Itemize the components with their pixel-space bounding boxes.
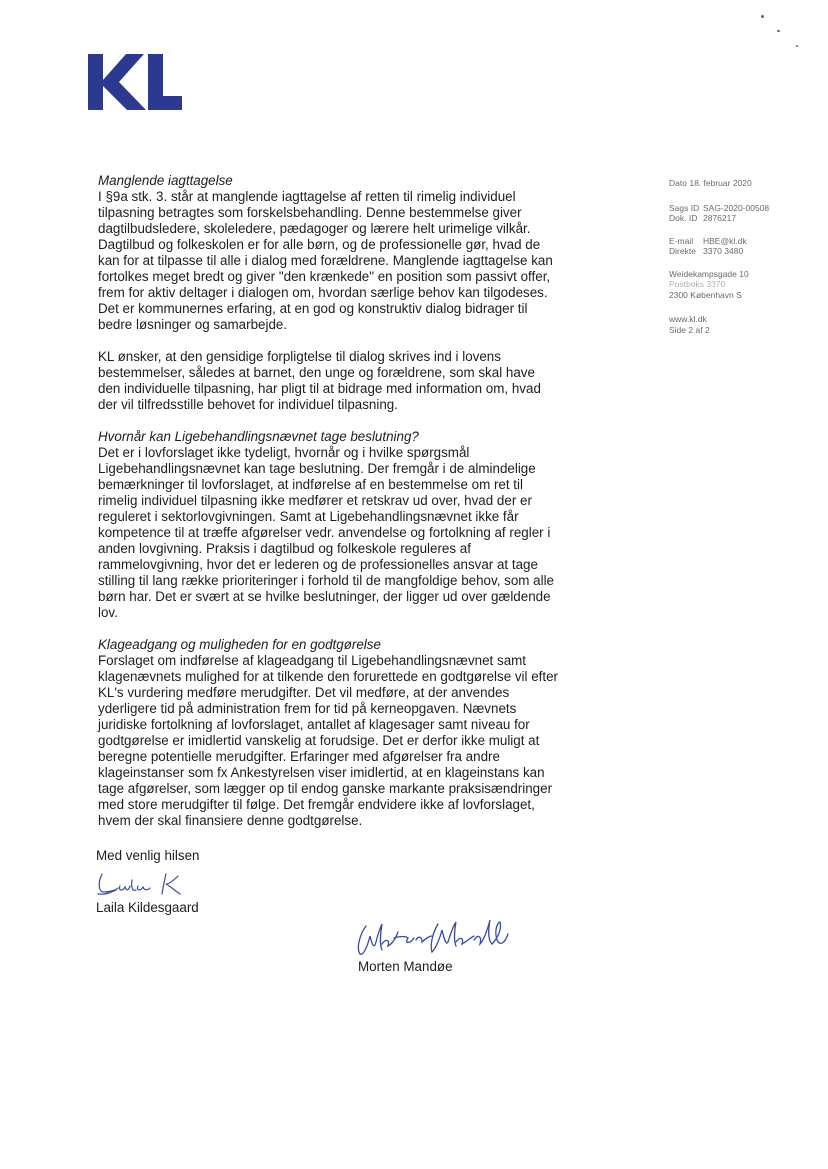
scan-mark [796,45,798,47]
letter-body [98,173,560,829]
section-heading: Manglende iagttagelse [98,173,233,188]
paragraph: I §9a stk. 3. står at manglende iagttagelse af retten til rimelig individuel tilpasning betragtes som forskelsbehandling. Denne bestemmelse giver dagtilbudsledere, skoleledere, pædagoger og lærere helt urimelige vilkår. Dagtilbud og folkeskolen er for alle børn, og de professionelle gør, hvad de kan for at tilpasse til alle i dialog med forældrene. Manglende iagttagelse kan fortolkes meget bredt og giver "den krænkede" en position som passivt offer, frem for aktiv deltager i dialogen om, hvordan særlige behov kan tilgodeses. Det er kommunernes erfaring, at en god og konstruktiv dialog bidrager til bedre løsninger og samarbejde. [98,189,553,332]
page-number: Side 2 af 2 [669,324,710,335]
section-heading: Hvornår kan Ligebehandlingsnævnet tage beslutning? [98,429,419,444]
email-label: E-mail [669,235,694,246]
date-value: 18. februar 2020 [689,178,752,188]
address-line: Weidekampsgade 10 [669,268,749,279]
address-line: 2300 København S [669,289,742,300]
dok-value: 2876217 [703,213,737,223]
dok-label: Dok. ID [669,213,698,223]
signature-morten [352,914,512,958]
kl-logo [88,54,182,110]
sags-value: SAG-2020-00508 [703,202,770,213]
signer1-name: Laila Kildesgaard [96,900,199,915]
paragraph: Forslaget om indførelse af klageadgang til Ligebehandlingsnævnet samt klagenævnets mulighed for at tilkende den forurettede en godtgørelse vil efter KL's vurdering medføre merudgifter. Det vil medføre, at der anvendes yderligere tid på administration frem for tid på kerneopgaven. Nævnets juridiske fortolkning af lovforslaget, antallet af klagesager samt niveau for godtgørelse er imidlertid vanskelig at forudsige. Det er derfor ikke muligt at beregne potentielle merudgifter. Erfaringer med afgørelser fra andre klageinstanser som fx Ankestyrelsen viser imidlertid, at en klageinstans kan tage afgørelser, som lægger op til endog ganske markante praksisændringer med store merudgifter til følge. Det fremgår endvidere ikke af lovforslaget, hvem der skal finansiere denne godtgørelse. [98,653,559,828]
direkte-label: Direkte [669,246,696,256]
sags-label: Sags ID [669,202,700,213]
scan-mark [777,30,780,32]
signature-laila [96,868,196,898]
address-line: Postboks 3370 [669,279,726,289]
email-value: HBE@kl.dk [703,235,747,246]
paragraph: KL ønsker, at den gensidige forpligtelse til dialog skrives ind i lovens bestemmelser, således at barnet, den unge og forældrene, som skal have den individuelle tilpasning, har pligt til at bidrage med information om, hvad der vil tilfredsstille behovet for individuel tilpasning. [98,349,541,412]
section-heading: Klageadgang og muligheden for en godtgørelse [98,637,381,652]
direkte-value: 3370 3480 [703,246,744,256]
website: www.kl.dk [669,314,707,324]
signer2-name: Morten Mandøe [358,959,453,974]
paragraph: Det er i lovforslaget ikke tydeligt, hvornår og i hvilke spørgsmål Ligebehandlingsnævnet kan tage beslutning. Der fremgår i de almindelige bemærkninger til lovforslaget, at indførelse af en bestemmelse om ret til rimelig individuel tilpasning ikke medfører et retskrav ud over, hvad der er reguleret i sektorlovgivningen. Samt at Ligebehandlingsnævnet ikke får kompetence til at træffe afgørelser vedr. anvendelse og fortolkning af regler i anden lovgivning. Praksis i dagtilbud og folkeskole reguleres af rammelovgivning, hvor det er lederen og de professionelles ansvar at tage stilling til lang række prioriteringer i forhold til de mangfoldige behov, som alle børn har. Det er svært at se hvilke beslutninger, der ligger ud over gældende lov. [98,445,555,620]
closing-greeting: Med venlig hilsen [96,848,200,863]
scan-mark [761,15,764,18]
letter-metadata [669,178,819,345]
date-label: Dato [669,178,687,188]
